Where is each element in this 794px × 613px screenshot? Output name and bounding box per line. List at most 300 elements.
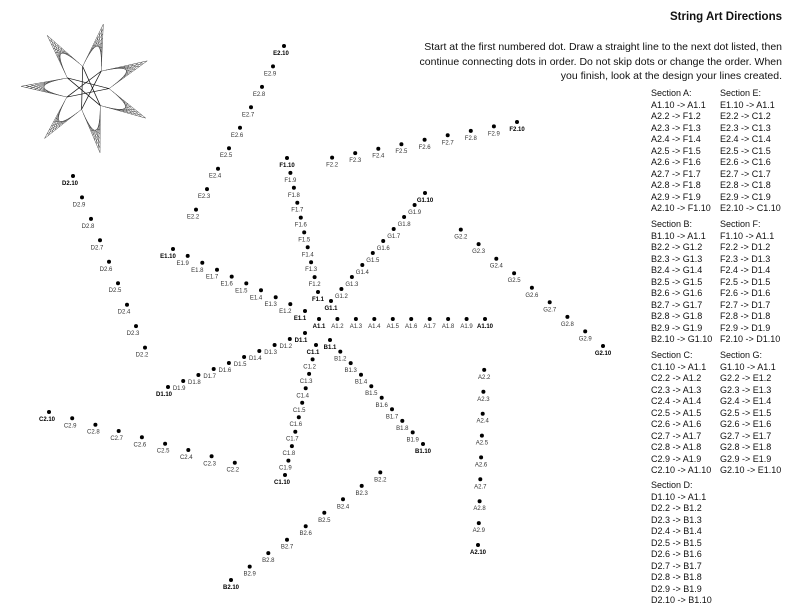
dot-label: D2.8	[81, 223, 95, 230]
dot-e1-4	[259, 288, 263, 292]
dot-label: G2.7	[543, 307, 557, 314]
dot-e2-9	[271, 64, 275, 68]
dot-e1-9	[186, 254, 190, 258]
dot-f2-3	[353, 151, 357, 155]
dot-label: E1.3	[264, 302, 277, 309]
dot-b2-2	[378, 470, 382, 474]
dot-label: E2.6	[230, 132, 244, 139]
dot-label: G1.7	[387, 234, 401, 240]
dot-label: B1.1	[323, 345, 337, 351]
dot-label: B2.10	[222, 585, 240, 591]
step: A2.2 -> F1.2	[651, 111, 701, 121]
dot-d1-3	[273, 343, 277, 347]
dot-g2-5	[512, 271, 516, 275]
dot-label: C1.5	[292, 407, 306, 414]
dot-label: G1.5	[366, 258, 380, 264]
dot-b2-7	[285, 538, 289, 542]
step: B1.10 -> A1.1	[651, 230, 706, 241]
dot-c2-3	[210, 454, 214, 458]
dot-label: E1.7	[205, 274, 219, 281]
dot-c1-8	[290, 444, 294, 448]
instructions: Start at the first numbered dot. Draw a straight line to the next dot listed, then continue connecting dots in order. Do not skip dots or change the order. When you finish, look at the design your lines created.	[419, 41, 782, 82]
step: C2.4 -> A1.4	[651, 396, 702, 406]
dot-label: F1.2	[308, 282, 321, 289]
preview-string	[67, 71, 101, 97]
dot-label: D2.10	[61, 181, 79, 187]
section-d	[651, 480, 712, 607]
dot-label: E1.9	[176, 260, 189, 267]
dot-e1-6	[230, 275, 234, 279]
dot-label: F1.6	[294, 222, 307, 229]
step: B2.7 -> G1.7	[651, 299, 703, 310]
dot-c1-1	[314, 343, 318, 347]
step: A2.7 -> F1.7	[651, 168, 701, 179]
dot-g1-3	[350, 275, 354, 279]
dot-g2-10	[601, 344, 605, 348]
dot-a2-5	[480, 434, 484, 438]
dot-label: A2.2	[478, 374, 491, 381]
dot-label: F1.5	[298, 237, 311, 244]
dot-label: B1.10	[414, 449, 432, 455]
dot-label: F2.6	[418, 144, 431, 151]
dot-label: E2.2	[186, 214, 200, 221]
dot-g2-8	[565, 315, 569, 319]
dot-label: G2.6	[525, 292, 539, 299]
dot-label: F2.8	[464, 135, 477, 142]
dot-label: F1.3	[305, 267, 318, 274]
dot-label: G2.10	[594, 351, 612, 357]
dot-e2-2	[194, 208, 198, 212]
dot-label: F1.10	[279, 163, 295, 169]
dot-label: B1.5	[365, 391, 378, 398]
dot-label: C1.9	[279, 465, 292, 472]
dot-label: G1.4	[355, 270, 369, 276]
dot-label: E1.1	[293, 316, 307, 322]
section-title: Section D:	[651, 480, 693, 490]
dot-b1-7	[390, 407, 394, 411]
dot-label: G2.5	[507, 278, 521, 285]
dot-label: G1.6	[376, 246, 390, 252]
step: E2.3 -> C1.3	[720, 122, 771, 133]
step: D2.9 -> B1.9	[651, 583, 702, 594]
dot-label: A2.3	[477, 396, 490, 403]
dot-b2-6	[304, 524, 308, 528]
dot-e1-10	[171, 247, 175, 251]
dot-label: A1.5	[386, 324, 399, 330]
step: G2.5 -> E1.5	[720, 407, 772, 418]
step: F2.8 -> D1.8	[720, 311, 771, 321]
dot-f2-4	[376, 147, 380, 151]
dot-label: A1.2	[331, 324, 344, 330]
step: E2.4 -> C1.4	[720, 134, 771, 144]
dot-g2-7	[548, 300, 552, 304]
dot-f1-6	[299, 216, 303, 220]
dot-label: A2.7	[474, 484, 487, 491]
dot-f2-10	[515, 120, 519, 124]
section-title: Section G:	[720, 350, 763, 360]
dot-a1-2	[335, 317, 339, 321]
dot-label: D1.3	[264, 350, 277, 356]
step: G2.9 -> E1.9	[720, 453, 772, 464]
sections-list	[651, 88, 791, 608]
preview-string	[82, 66, 83, 109]
dot-f2-5	[399, 142, 403, 146]
step: C2.3 -> A1.3	[651, 384, 702, 395]
dot-d1-10	[166, 385, 170, 389]
step: B2.9 -> G1.9	[651, 322, 703, 333]
dot-label: F2.5	[395, 149, 408, 156]
dot-label: D1.10	[155, 392, 173, 398]
dot-b1-8	[400, 419, 404, 423]
dot-label: D2.6	[99, 266, 113, 273]
step: C1.10 -> A1.1	[651, 361, 707, 372]
dot-e1-8	[200, 261, 204, 265]
dot-label: E2.4	[208, 173, 222, 180]
dot-g1-7	[392, 227, 396, 231]
dot-label: A2.10	[469, 550, 487, 556]
dot-label: A1.7	[423, 324, 436, 330]
dot-label: A1.10	[476, 324, 494, 330]
step: B2.6 -> G1.6	[651, 288, 703, 298]
step: B2.5 -> G1.5	[651, 276, 703, 287]
dot-c1-4	[304, 386, 308, 390]
dot-label: E2.10	[273, 51, 289, 57]
dot-g1-8	[402, 215, 406, 219]
dot-f1-3	[309, 260, 313, 264]
dot-label: G2.4	[489, 263, 503, 270]
dot-label: C1.7	[285, 436, 299, 443]
dot-label: E2.5	[219, 153, 233, 160]
dot-f1-2	[313, 275, 317, 279]
step: C2.5 -> A1.5	[651, 407, 702, 418]
dot-label: D1.8	[188, 380, 201, 386]
dot-b2-8	[266, 551, 270, 555]
dot-label: D1.2	[279, 344, 293, 350]
step: G2.8 -> E1.8	[720, 442, 772, 452]
dot-label: C2.5	[156, 448, 170, 455]
step: F2.4 -> D1.4	[720, 265, 771, 275]
dot-label: A1.9	[460, 324, 473, 330]
dot-label: B1.2	[334, 356, 347, 363]
dot-label: C1.4	[296, 393, 310, 400]
dot-label: C2.9	[63, 423, 77, 430]
dot-e1-3	[274, 295, 278, 299]
section-title: Section C:	[651, 350, 693, 360]
dot-e2-4	[216, 167, 220, 171]
dot-label: B2.4	[336, 504, 350, 511]
dot-c1-2	[311, 357, 315, 361]
dot-e2-7	[249, 105, 253, 109]
step: A2.5 -> F1.5	[651, 145, 701, 156]
section-title: Section F:	[720, 219, 761, 229]
dot-e2-3	[205, 187, 209, 191]
step: A2.4 -> F1.4	[651, 134, 701, 144]
step: E2.10 -> C1.10	[720, 203, 781, 213]
step: D2.6 -> B1.6	[651, 549, 702, 559]
step: E2.2 -> C1.2	[720, 111, 771, 121]
dot-label: B1.7	[385, 414, 399, 421]
step: D2.8 -> B1.8	[651, 572, 702, 582]
dot-g2-2	[459, 228, 463, 232]
dot-g1-2	[339, 287, 343, 291]
dot-c1-10	[283, 473, 287, 477]
dot-d2-8	[89, 217, 93, 221]
dot-label: A1.4	[368, 324, 381, 330]
dot-a1-10	[483, 317, 487, 321]
dot-f2-9	[492, 124, 496, 128]
dot-label: C2.2	[226, 467, 240, 474]
dot-a2-2	[482, 368, 486, 372]
dot-e1-5	[244, 281, 248, 285]
dot-label: C1.10	[273, 480, 291, 486]
step: E2.5 -> C1.5	[720, 145, 771, 156]
section-b	[651, 219, 712, 346]
step: G2.10 -> E1.10	[720, 465, 782, 475]
preview-string	[82, 109, 100, 152]
dot-a1-8	[446, 317, 450, 321]
dot-label: E2.8	[252, 91, 266, 98]
dot-label: C2.10	[38, 417, 56, 423]
step: E1.10 -> A1.1	[720, 99, 775, 110]
step: B2.10 -> G1.10	[651, 334, 713, 344]
dot-a1-7	[428, 317, 432, 321]
step: F2.10 -> D1.10	[720, 334, 781, 344]
step: G2.7 -> E1.7	[720, 430, 772, 441]
dot-a2-7	[478, 477, 482, 481]
step: E2.9 -> C1.9	[720, 191, 771, 202]
dot-a1-6	[409, 317, 413, 321]
step: D2.5 -> B1.5	[651, 537, 702, 548]
step: D2.2 -> B1.2	[651, 503, 702, 513]
dot-b1-10	[421, 442, 425, 446]
dot-label: C1.3	[299, 378, 313, 385]
step: C2.7 -> A1.7	[651, 430, 702, 441]
step: G2.3 -> E1.3	[720, 384, 772, 395]
dot-g1-4	[360, 263, 364, 267]
dot-e2-5	[227, 146, 231, 150]
step: F2.9 -> D1.9	[720, 322, 771, 333]
section-c	[651, 350, 711, 477]
dot-b2-4	[341, 497, 345, 501]
section-a	[651, 88, 711, 215]
step: B2.2 -> G1.2	[651, 242, 703, 252]
dot-label: E1.6	[220, 281, 233, 288]
step: F2.5 -> D1.5	[720, 276, 771, 287]
dot-label: D1.5	[233, 362, 247, 368]
dot-a2-4	[481, 412, 485, 416]
dot-d2-9	[80, 195, 84, 199]
dot-g1-1	[329, 299, 333, 303]
dot-label: B1.4	[354, 379, 368, 386]
preview-string	[49, 40, 79, 64]
dot-c1-7	[293, 430, 297, 434]
dot-f1-4	[306, 245, 310, 249]
dot-f2-7	[446, 133, 450, 137]
dot-label: D2.2	[135, 352, 149, 359]
dot-label: E2.9	[263, 71, 277, 78]
dot-g2-3	[477, 242, 481, 246]
dot-b2-10	[229, 578, 233, 582]
dot-label: G1.1	[324, 306, 338, 312]
dot-f1-9	[288, 171, 292, 175]
dot-c1-6	[297, 415, 301, 419]
dot-label: D1.1	[294, 338, 308, 344]
dot-e2-10	[282, 44, 286, 48]
dot-label: C2.7	[110, 436, 124, 442]
step: D2.10 -> B1.10	[651, 595, 712, 605]
dot-c2-7	[117, 429, 121, 433]
dot-b2-3	[360, 484, 364, 488]
dot-g1-5	[371, 251, 375, 255]
dot-a1-5	[391, 317, 395, 321]
dot-a2-9	[477, 521, 481, 525]
dot-label: G1.2	[334, 294, 348, 300]
dot-f2-6	[423, 138, 427, 142]
step: D2.3 -> B1.3	[651, 514, 702, 525]
dot-a2-10	[476, 543, 480, 547]
dot-c1-5	[300, 401, 304, 405]
dot-label: G2.2	[454, 234, 468, 241]
step: B2.4 -> G1.4	[651, 265, 703, 275]
step: C2.9 -> A1.9	[651, 453, 702, 464]
dot-b1-3	[349, 361, 353, 365]
dot-a2-8	[478, 499, 482, 503]
dot-label: F2.7	[441, 140, 454, 147]
dot-b2-9	[248, 565, 252, 569]
step: D1.10 -> A1.1	[651, 491, 707, 502]
step: G2.2 -> E1.2	[720, 373, 772, 383]
dot-d2-2	[143, 346, 147, 350]
dot-d2-5	[116, 281, 120, 285]
dot-label: C1.8	[282, 451, 296, 458]
dot-label: B1.6	[375, 402, 388, 409]
dot-b1-1	[328, 338, 332, 342]
dot-f1-5	[302, 230, 306, 234]
preview-string	[47, 35, 82, 66]
dot-f2-2	[330, 156, 334, 160]
step: D2.4 -> B1.4	[651, 526, 702, 536]
dot-label: A2.6	[474, 462, 488, 469]
step: G2.4 -> E1.4	[720, 396, 772, 406]
dot-label: C1.2	[303, 364, 316, 371]
dot-label: A2.9	[472, 528, 485, 535]
step: A2.8 -> F1.8	[651, 180, 701, 190]
dot-label: F1.4	[301, 252, 314, 259]
star-preview-image	[21, 24, 147, 153]
dot-label: B2.9	[243, 571, 256, 578]
dot-label: G2.9	[578, 336, 592, 343]
step: E2.6 -> C1.6	[720, 157, 771, 167]
dot-label: A2.5	[475, 440, 489, 447]
step: E2.7 -> C1.7	[720, 168, 771, 179]
dot-d1-5	[242, 355, 246, 359]
dot-e1-7	[215, 268, 219, 272]
dot-b1-6	[380, 396, 384, 400]
dot-f1-1	[316, 290, 320, 294]
dot-label: F1.8	[287, 192, 300, 199]
dot-label: B2.5	[318, 517, 331, 524]
dot-b2-5	[322, 511, 326, 515]
dot-label: G2.3	[472, 249, 486, 256]
dot-label: D1.6	[218, 368, 232, 374]
dot-label: E1.8	[191, 267, 204, 274]
dot-label: F1.9	[284, 177, 297, 184]
dot-d2-7	[98, 238, 102, 242]
section-e	[720, 88, 781, 215]
dot-c2-6	[140, 435, 144, 439]
step: A2.10 -> F1.10	[651, 203, 711, 213]
step: C2.6 -> A1.6	[651, 419, 702, 429]
dot-label: A1.1	[312, 324, 326, 330]
step: A2.3 -> F1.3	[651, 122, 701, 133]
step: C2.8 -> A1.8	[651, 442, 702, 452]
dot-d1-8	[196, 373, 200, 377]
step: C2.2 -> A1.2	[651, 373, 702, 383]
dot-a1-1	[317, 317, 321, 321]
dot-label: B1.8	[396, 425, 409, 432]
dot-e2-6	[238, 126, 242, 130]
dot-f1-8	[292, 186, 296, 190]
dot-label: E1.4	[249, 295, 263, 302]
dot-c2-4	[186, 448, 190, 452]
dot-d2-3	[134, 324, 138, 328]
preview-string	[67, 89, 109, 97]
dot-label: B2.2	[374, 477, 387, 484]
dot-b1-4	[359, 373, 363, 377]
dot-label: C2.6	[133, 442, 147, 449]
dot-d1-9	[181, 379, 185, 383]
dot-c2-5	[163, 442, 167, 446]
dot-c2-9	[70, 416, 74, 420]
dot-d1-4	[257, 349, 261, 353]
step: A2.9 -> F1.9	[651, 191, 701, 202]
step: A1.10 -> A1.1	[651, 99, 706, 110]
dot-label: D1.7	[203, 374, 217, 380]
dot-label: A1.3	[349, 324, 363, 330]
numbered-dots	[39, 44, 612, 591]
step: G2.6 -> E1.6	[720, 419, 772, 429]
dot-label: C1.6	[289, 422, 303, 429]
dot-label: D1.9	[172, 386, 186, 392]
dot-label: G2.8	[560, 321, 574, 328]
dot-g1-10	[423, 191, 427, 195]
dot-d1-1	[303, 331, 307, 335]
dot-c1-3	[307, 372, 311, 376]
dot-g2-4	[494, 257, 498, 261]
section-g	[720, 350, 781, 477]
dot-label: E2.7	[241, 112, 255, 119]
section-title: Section B:	[651, 219, 693, 229]
preview-string	[100, 106, 145, 119]
dot-label: D2.4	[117, 309, 131, 316]
dot-label: E1.2	[279, 309, 292, 316]
dot-label: F1.7	[291, 207, 304, 214]
dot-a2-6	[479, 455, 483, 459]
dot-label: F2.4	[372, 153, 385, 160]
step: F2.7 -> D1.7	[720, 299, 771, 310]
dot-c2-8	[93, 423, 97, 427]
step: F2.2 -> D1.2	[720, 242, 771, 252]
dot-label: F1.1	[311, 297, 325, 303]
preview-string	[45, 97, 67, 139]
dot-b1-9	[411, 430, 415, 434]
dot-label: C1.1	[306, 350, 320, 356]
dot-label: F2.3	[349, 158, 362, 165]
dot-g1-6	[381, 239, 385, 243]
dot-a1-3	[354, 317, 358, 321]
section-title: Section A:	[651, 88, 692, 98]
dot-d1-6	[227, 361, 231, 365]
